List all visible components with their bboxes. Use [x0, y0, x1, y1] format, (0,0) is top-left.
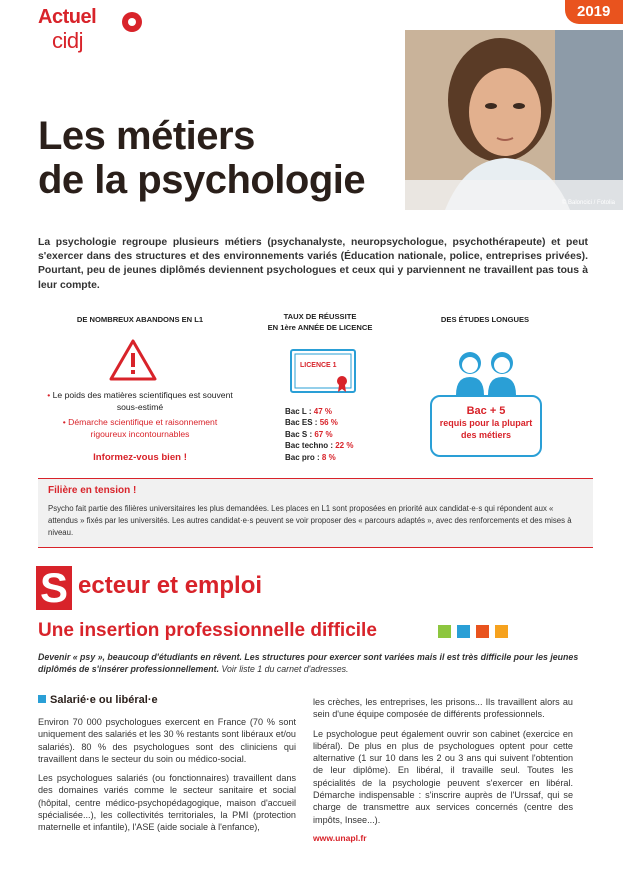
- warning-icon: [108, 338, 158, 382]
- filiere-box: [38, 478, 593, 548]
- bullet-2-text: Démarche scientifique et raisonnement rigoureux incontournables: [68, 417, 218, 439]
- bullet-item: • Le poids des matières scientifiques est souvent sous-estimé: [47, 390, 233, 412]
- students-icon: [446, 345, 526, 395]
- rate-label: Bac S :: [285, 429, 315, 439]
- rate-row: [285, 440, 353, 451]
- rate-value: 8 %: [321, 452, 336, 462]
- col3-heading: DES ÉTUDES LONGUES: [440, 315, 530, 324]
- rate-value: 47 %: [313, 407, 332, 416]
- green-square-icon: [438, 625, 451, 638]
- logo-bottom-text: cidj: [52, 28, 84, 53]
- lead-paragraph: [38, 651, 590, 675]
- rate-value: 22 %: [335, 441, 354, 451]
- heading-square-icon: [38, 695, 46, 703]
- title-line-1: Les métiers: [38, 114, 255, 158]
- filiere-title: Filière en tension !: [48, 485, 137, 496]
- bac5-box: [430, 395, 542, 457]
- col2-heading: [250, 311, 390, 333]
- rate-label: Bac L :: [285, 407, 314, 416]
- rate-value: 56 %: [319, 418, 338, 428]
- page-title: [38, 114, 398, 202]
- lead-normal: Voir liste 1 du carnet d'adresses.: [219, 664, 349, 674]
- section-letter-box: [36, 566, 72, 610]
- logo-mark-icon: [122, 12, 142, 32]
- section-title: ecteur et emploi: [78, 572, 263, 599]
- col2-heading-line-2: EN 1ère ANNÉE DE LICENCE: [267, 323, 373, 332]
- success-rates: [285, 406, 353, 463]
- section-letter: S: [40, 564, 69, 611]
- hero-photo: [405, 30, 623, 210]
- bac5-line-2: des métiers: [460, 430, 512, 440]
- article-paragraph: les crèches, les entreprises, les prisons... Ils travaillent alors au sein d'une équipe composée de différents professionnels.: [313, 697, 573, 720]
- rate-label: Bac ES :: [285, 418, 320, 428]
- photo-credit: © Baloncici / Fotolia: [561, 200, 615, 206]
- bac5-label: Bac + 5: [466, 405, 506, 417]
- bullet-1-text: Le poids des matières scientifiques est souvent sous-estimé: [52, 390, 233, 412]
- bac5-line-1: requis pour la plupart: [439, 418, 533, 428]
- article-paragraph: Environ 70 000 psychologues exercent en France (70 % sont uniquement des salariés et les 30 % restants sont libéraux et/ou salariés). 80 % des psychologues sont des cliniciens qui travaillent dans le secteur du soin ou médico-social.: [38, 717, 296, 764]
- article-column-right: [313, 696, 573, 844]
- diploma-label: LICENCE 1: [300, 362, 337, 369]
- yellow-square-icon: [495, 625, 508, 638]
- intro-paragraph: La psychologie regroupe plusieurs métiers (psychanalyste, neuropsychologue, psychothérapeute) et peut s'exercer dans des structures et des environnements variés (Éducation nationale, police, entreprises privées). Pourtant, peu de jeunes diplômés deviennent psychologues et ceux qui y parviennent ne travaillent pas tous à leur compte.: [38, 237, 588, 291]
- article-paragraph: Les psychologues salariés (ou fonctionnaires) travaillent dans des domaines variés comme le secteur sanitaire et social (hôpital, centre médico-psychopédagogique, maison d'accueil spécialisée...), les collectivités territoriales, la PMI (protection maternelle et infantile), l'ASE (aide sociale à l'enfance),: [38, 773, 296, 833]
- rate-value: 67 %: [314, 429, 333, 439]
- rate-row: [285, 417, 353, 428]
- col2-heading-line-1: TAUX DE RÉUSSITE: [283, 312, 357, 321]
- article-column-left: [38, 716, 296, 834]
- rate-label: Bac techno :: [285, 441, 336, 451]
- title-line-2: de la psychologie: [38, 158, 366, 202]
- student-photo-illustration: [405, 30, 623, 210]
- year-badge: [565, 0, 623, 24]
- article-paragraph: Le psychologue peut également ouvrir son cabinet (exercice en libéral). De plus en plus de psychologues optent pour cette alternative (1 sur 10 dans les 2 ou 3 ans qui suivent l'obtention de leur diplôme). En libéral, il travaille seul. Toutes les spécialités de la psychologie peuvent s'exercer en libéral. Démarche indispensable : s'inscrire auprès de l'Urssaf, qui se charge de transmettre aux services concernés (centre des impôts, Insee...).: [313, 728, 573, 825]
- color-squares: [438, 625, 514, 643]
- logo-top-text: Actuel: [38, 6, 97, 28]
- article-heading-text: Salarié·e ou libéral·e: [50, 694, 158, 706]
- article-heading: [38, 694, 158, 706]
- rate-row: [285, 429, 353, 440]
- year-text: 2019: [577, 3, 611, 20]
- section-subtitle: Une insertion professionnelle difficile: [38, 620, 377, 641]
- informez-text: Informez-vous bien !: [93, 452, 187, 463]
- lead-bold: Devenir « psy », beaucoup d'étudiants en rêvent. Les structures pour exercer sont variées mais il est très difficile pour les jeunes diplômés de s'insérer professionnellement.: [38, 652, 579, 674]
- unapl-link[interactable]: www.unapl.fr: [313, 832, 367, 843]
- bullet-item: • Démarche scientifique et raisonnement rigoureux incontournables: [62, 417, 218, 439]
- col1-heading: DE NOMBREUX ABANDONS EN L1: [76, 315, 204, 324]
- rate-label: Bac pro :: [285, 452, 322, 462]
- filiere-text: Psycho fait partie des filières universitaires les plus demandées. Les places en L1 sont proposées en priorité aux candidat·e·s qui répondent aux « attendus » fixés par les universités. Les autres candidat·e·s peuvent se voir proposer des « parcours adaptés », avec des renforcements et des mises à niveau.: [48, 504, 572, 537]
- diploma-icon: [290, 349, 356, 393]
- blue-square-icon: [457, 625, 470, 638]
- orange-square-icon: [476, 625, 489, 638]
- rate-row: [285, 452, 353, 463]
- rate-row: [285, 406, 353, 417]
- cidj-logo: [38, 6, 148, 56]
- col1-bullets: [46, 390, 234, 440]
- diploma-frame: [290, 349, 356, 393]
